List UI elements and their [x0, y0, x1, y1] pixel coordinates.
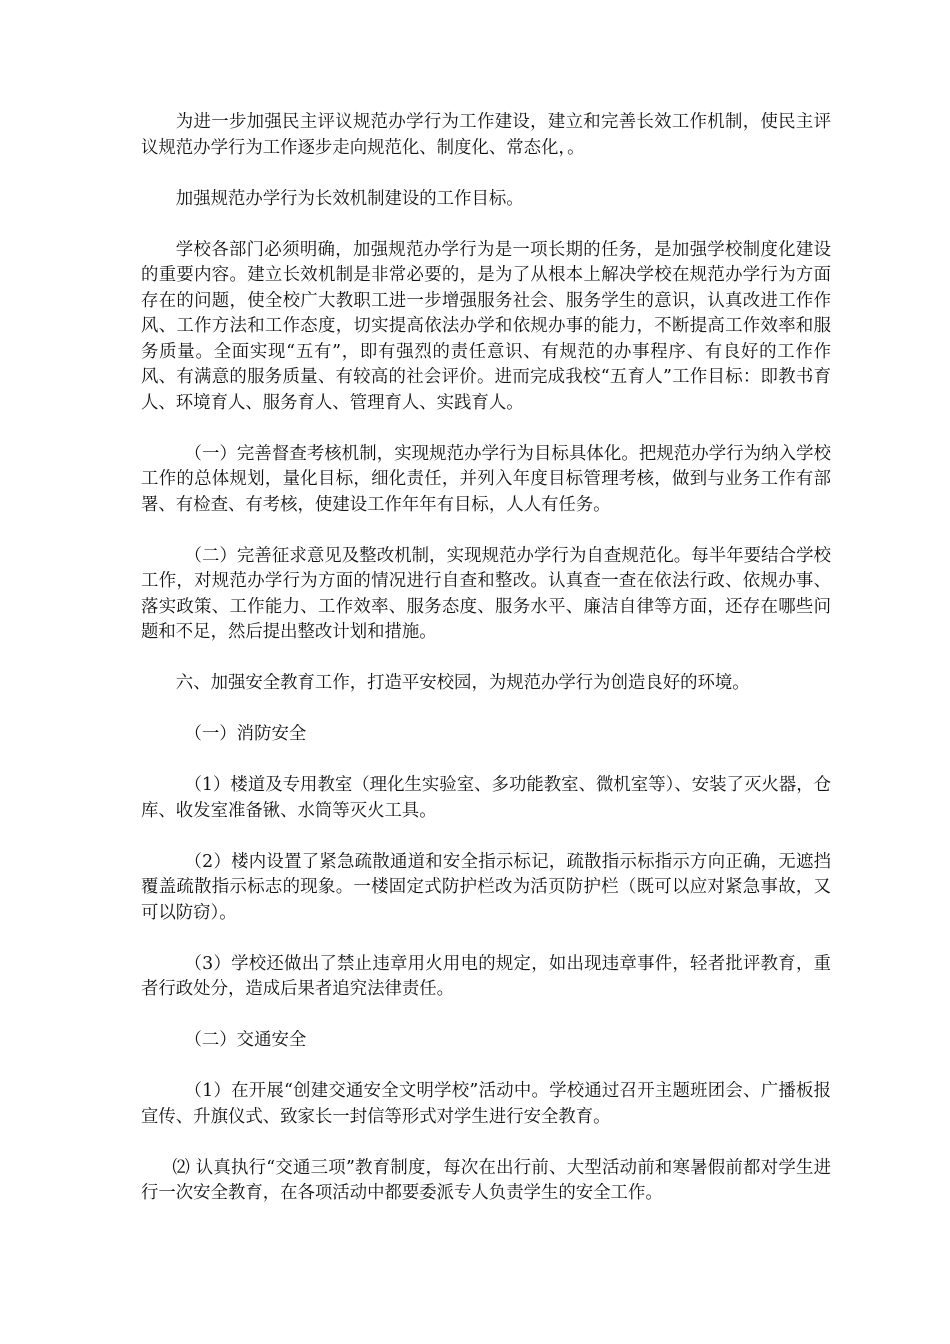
paragraph-supervision: （一）完善督查考核机制，实现规范办学行为目标具体化。把规范办学行为纳入学校工作的总体规划，量化目标，细化责任，并列入年度目标管理考核，做到与业务工作有部署、有检查、有考核，使建设工作年年有目标，人人有任务。	[141, 443, 831, 515]
subheading-traffic-safety: （二）交通安全	[184, 1030, 307, 1050]
paragraph-rectification: （二）完善征求意见及整改机制，实现规范办学行为自查规范化。每半年要结合学校工作，对规范办学行为方面的情况进行自查和整改。认真查一查在依法行政、依规办事、落实政策、工作能力、工作效率、服务态度、服务水平、廉洁自律等方面，还存在哪些问题和不足，然后提出整改计划和措施。	[141, 545, 831, 642]
paragraph-goal-heading: 加强规范办学行为长效机制建设的工作目标。	[175, 188, 524, 209]
subheading-fire-safety: （一）消防安全	[184, 724, 307, 744]
paragraph-intro: 为进一步加强民主评议规范办学行为工作建设，建立和完善长效工作机制，使民主评议规范办学行为工作逐步走向规范化、制度化、常态化，。	[141, 112, 831, 158]
list-item-fire-3: （3）学校还做出了禁止违章用火用电的规定，如出现违章事件，轻者批评教育，重者行政处分，造成后果者追究法律责任。	[141, 953, 831, 999]
list-item-fire-2: （2）楼内设置了紧急疏散通道和安全指示标记，疏散指示标指示方向正确，无遮挡覆盖疏散指示标志的现象。一楼固定式防护栏改为活页防护栏（既可以应对紧急事故，又可以防窃）。	[141, 851, 831, 923]
list-item-traffic-1: （1）在开展“创建交通安全文明学校”活动中。学校通过召开主题班团会、广播板报宣传、升旗仪式、致家长一封信等形式对学生进行安全教育。	[141, 1081, 831, 1127]
list-item-fire-1: （1）楼道及专用教室（理化生实验室、多功能教室、微机室等）、安装了灭火器，仓库、收发室准备锹、水筒等灭火工具。	[141, 775, 831, 821]
section-heading-safety: 六、加强安全教育工作，打造平安校园，为规范办学行为创造良好的环境。	[175, 673, 750, 693]
paragraph-goal-body: 学校各部门必须明确，加强规范办学行为是一项长期的任务，是加强学校制度化建设的重要内容。建立长效机制是非常必要的，是为了从根本上解决学校在规范办学行为方面存在的问题，使全校广大教职工进一步增强服务社会、服务学生的意识，认真改进工作作风、工作方法和工作态度，切实提高依法办学和依规办事的能力，不断提高工作效率和服务质量。全面实现“五有”，即有强烈的责任意识、有规范的办事程序、有良好的工作作风、有满意的服务质量、有较高的社会评价。进而完成我校“五育人”工作目标：即教书育人、环境育人、服务育人、管理育人、实践育人。	[141, 239, 831, 413]
list-item-traffic-2: ⑵ 认真执行“交通三项”教育制度，每次在出行前、大型活动前和寒暑假前都对学生进行一次安全教育，在各项活动中都要委派专人负责学生的安全工作。	[141, 1157, 831, 1203]
document-body	[141, 110, 831, 1207]
